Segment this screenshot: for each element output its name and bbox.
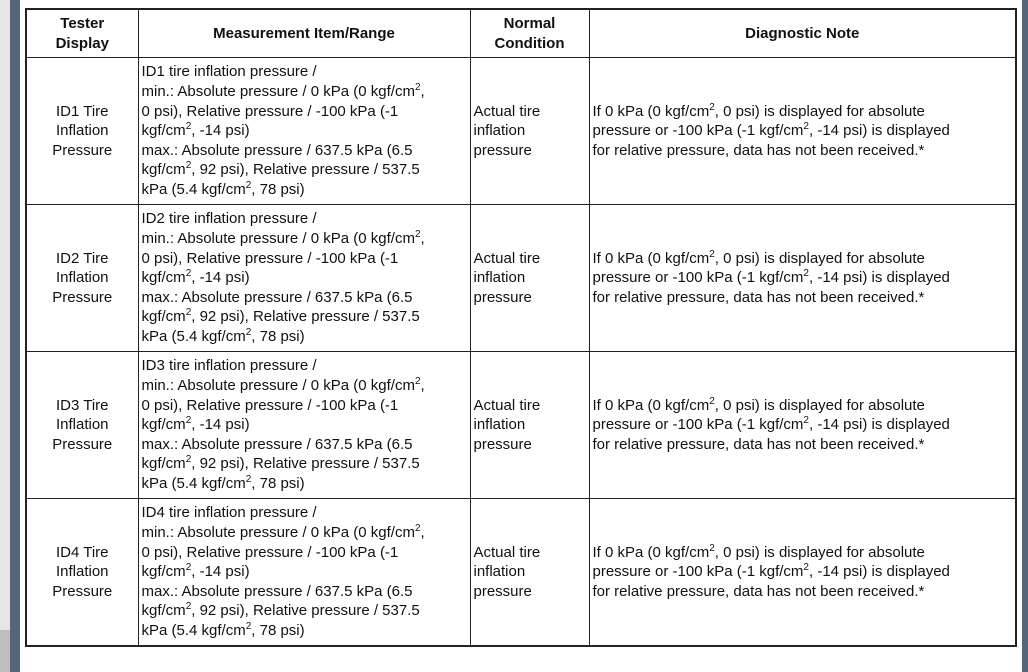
right-frame-bar: [1022, 0, 1028, 672]
measurement-cell: ID3 tire inflation pressure / min.: Absolute pressure / 0 kPa (0 kgf/$cm^2$, 0 psi), Relative pressure / -100 kPa (-1 kgf/$cm^2$, -14 psi) max.: Absolute pressure / 637.5 kPa (6.5 kgf/$cm^2$, 92 psi), Relative pressure / 537.5 kPa (5.4 kgf/$cm^2$, 78 psi): [138, 352, 470, 499]
table-header: [26, 9, 1016, 58]
diagnostic-table: [25, 8, 1017, 647]
tester-display-cell: ID1 Tire Inflation Pressure: [26, 58, 138, 205]
normal-condition-cell: Actual tire inflation pressure: [470, 352, 589, 499]
table-row: [26, 205, 1016, 352]
left-frame-bar: [10, 0, 20, 672]
tester-display-cell: ID3 Tire Inflation Pressure: [26, 352, 138, 499]
normal-condition-cell: Actual tire inflation pressure: [470, 58, 589, 205]
header-normal-condition: Normal Condition: [470, 9, 589, 58]
window-edge: [0, 0, 10, 672]
header-measurement: Measurement Item/Range: [138, 9, 470, 58]
normal-condition-cell: Actual tire inflation pressure: [470, 499, 589, 647]
measurement-cell: ID2 tire inflation pressure / min.: Absolute pressure / 0 kPa (0 kgf/$cm^2$, 0 psi), Relative pressure / -100 kPa (-1 kgf/$cm^2$, -14 psi) max.: Absolute pressure / 637.5 kPa (6.5 kgf/$cm^2$, 92 psi), Relative pressure / 537.5 kPa (5.4 kgf/$cm^2$, 78 psi): [138, 205, 470, 352]
diagnostic-note-cell: If 0 kPa (0 kgf/$cm^2$, 0 psi) is displayed for absolute pressure or -100 kPa (-1 kgf/$cm^2$, -14 psi) is displayed for relative pressure, data has not been received.*: [589, 499, 1016, 647]
table-row: [26, 58, 1016, 205]
diagnostic-note-cell: If 0 kPa (0 kgf/$cm^2$, 0 psi) is displayed for absolute pressure or -100 kPa (-1 kgf/$cm^2$, -14 psi) is displayed for relative pressure, data has not been received.*: [589, 58, 1016, 205]
window-edge-lower: [0, 630, 10, 672]
tester-display-cell: ID2 Tire Inflation Pressure: [26, 205, 138, 352]
tester-display-cell: ID4 Tire Inflation Pressure: [26, 499, 138, 647]
normal-condition-cell: Actual tire inflation pressure: [470, 205, 589, 352]
header-tester-display: Tester Display: [26, 9, 138, 58]
header-diagnostic-note: Diagnostic Note: [589, 9, 1016, 58]
measurement-cell: ID4 tire inflation pressure / min.: Absolute pressure / 0 kPa (0 kgf/$cm^2$, 0 psi), Relative pressure / -100 kPa (-1 kgf/$cm^2$, -14 psi) max.: Absolute pressure / 637.5 kPa (6.5 kgf/$cm^2$, 92 psi), Relative pressure / 537.5 kPa (5.4 kgf/$cm^2$, 78 psi): [138, 499, 470, 647]
diagnostic-note-cell: If 0 kPa (0 kgf/$cm^2$, 0 psi) is displayed for absolute pressure or -100 kPa (-1 kgf/$cm^2$, -14 psi) is displayed for relative pressure, data has not been received.*: [589, 205, 1016, 352]
measurement-cell: ID1 tire inflation pressure / min.: Absolute pressure / 0 kPa (0 kgf/$cm^2$, 0 psi), Relative pressure / -100 kPa (-1 kgf/$cm^2$, -14 psi) max.: Absolute pressure / 637.5 kPa (6.5 kgf/$cm^2$, 92 psi), Relative pressure / 537.5 kPa (5.4 kgf/$cm^2$, 78 psi): [138, 58, 470, 205]
table-row: [26, 352, 1016, 499]
diagnostic-note-cell: If 0 kPa (0 kgf/$cm^2$, 0 psi) is displayed for absolute pressure or -100 kPa (-1 kgf/$cm^2$, -14 psi) is displayed for relative pressure, data has not been received.*: [589, 352, 1016, 499]
table-row: [26, 499, 1016, 647]
